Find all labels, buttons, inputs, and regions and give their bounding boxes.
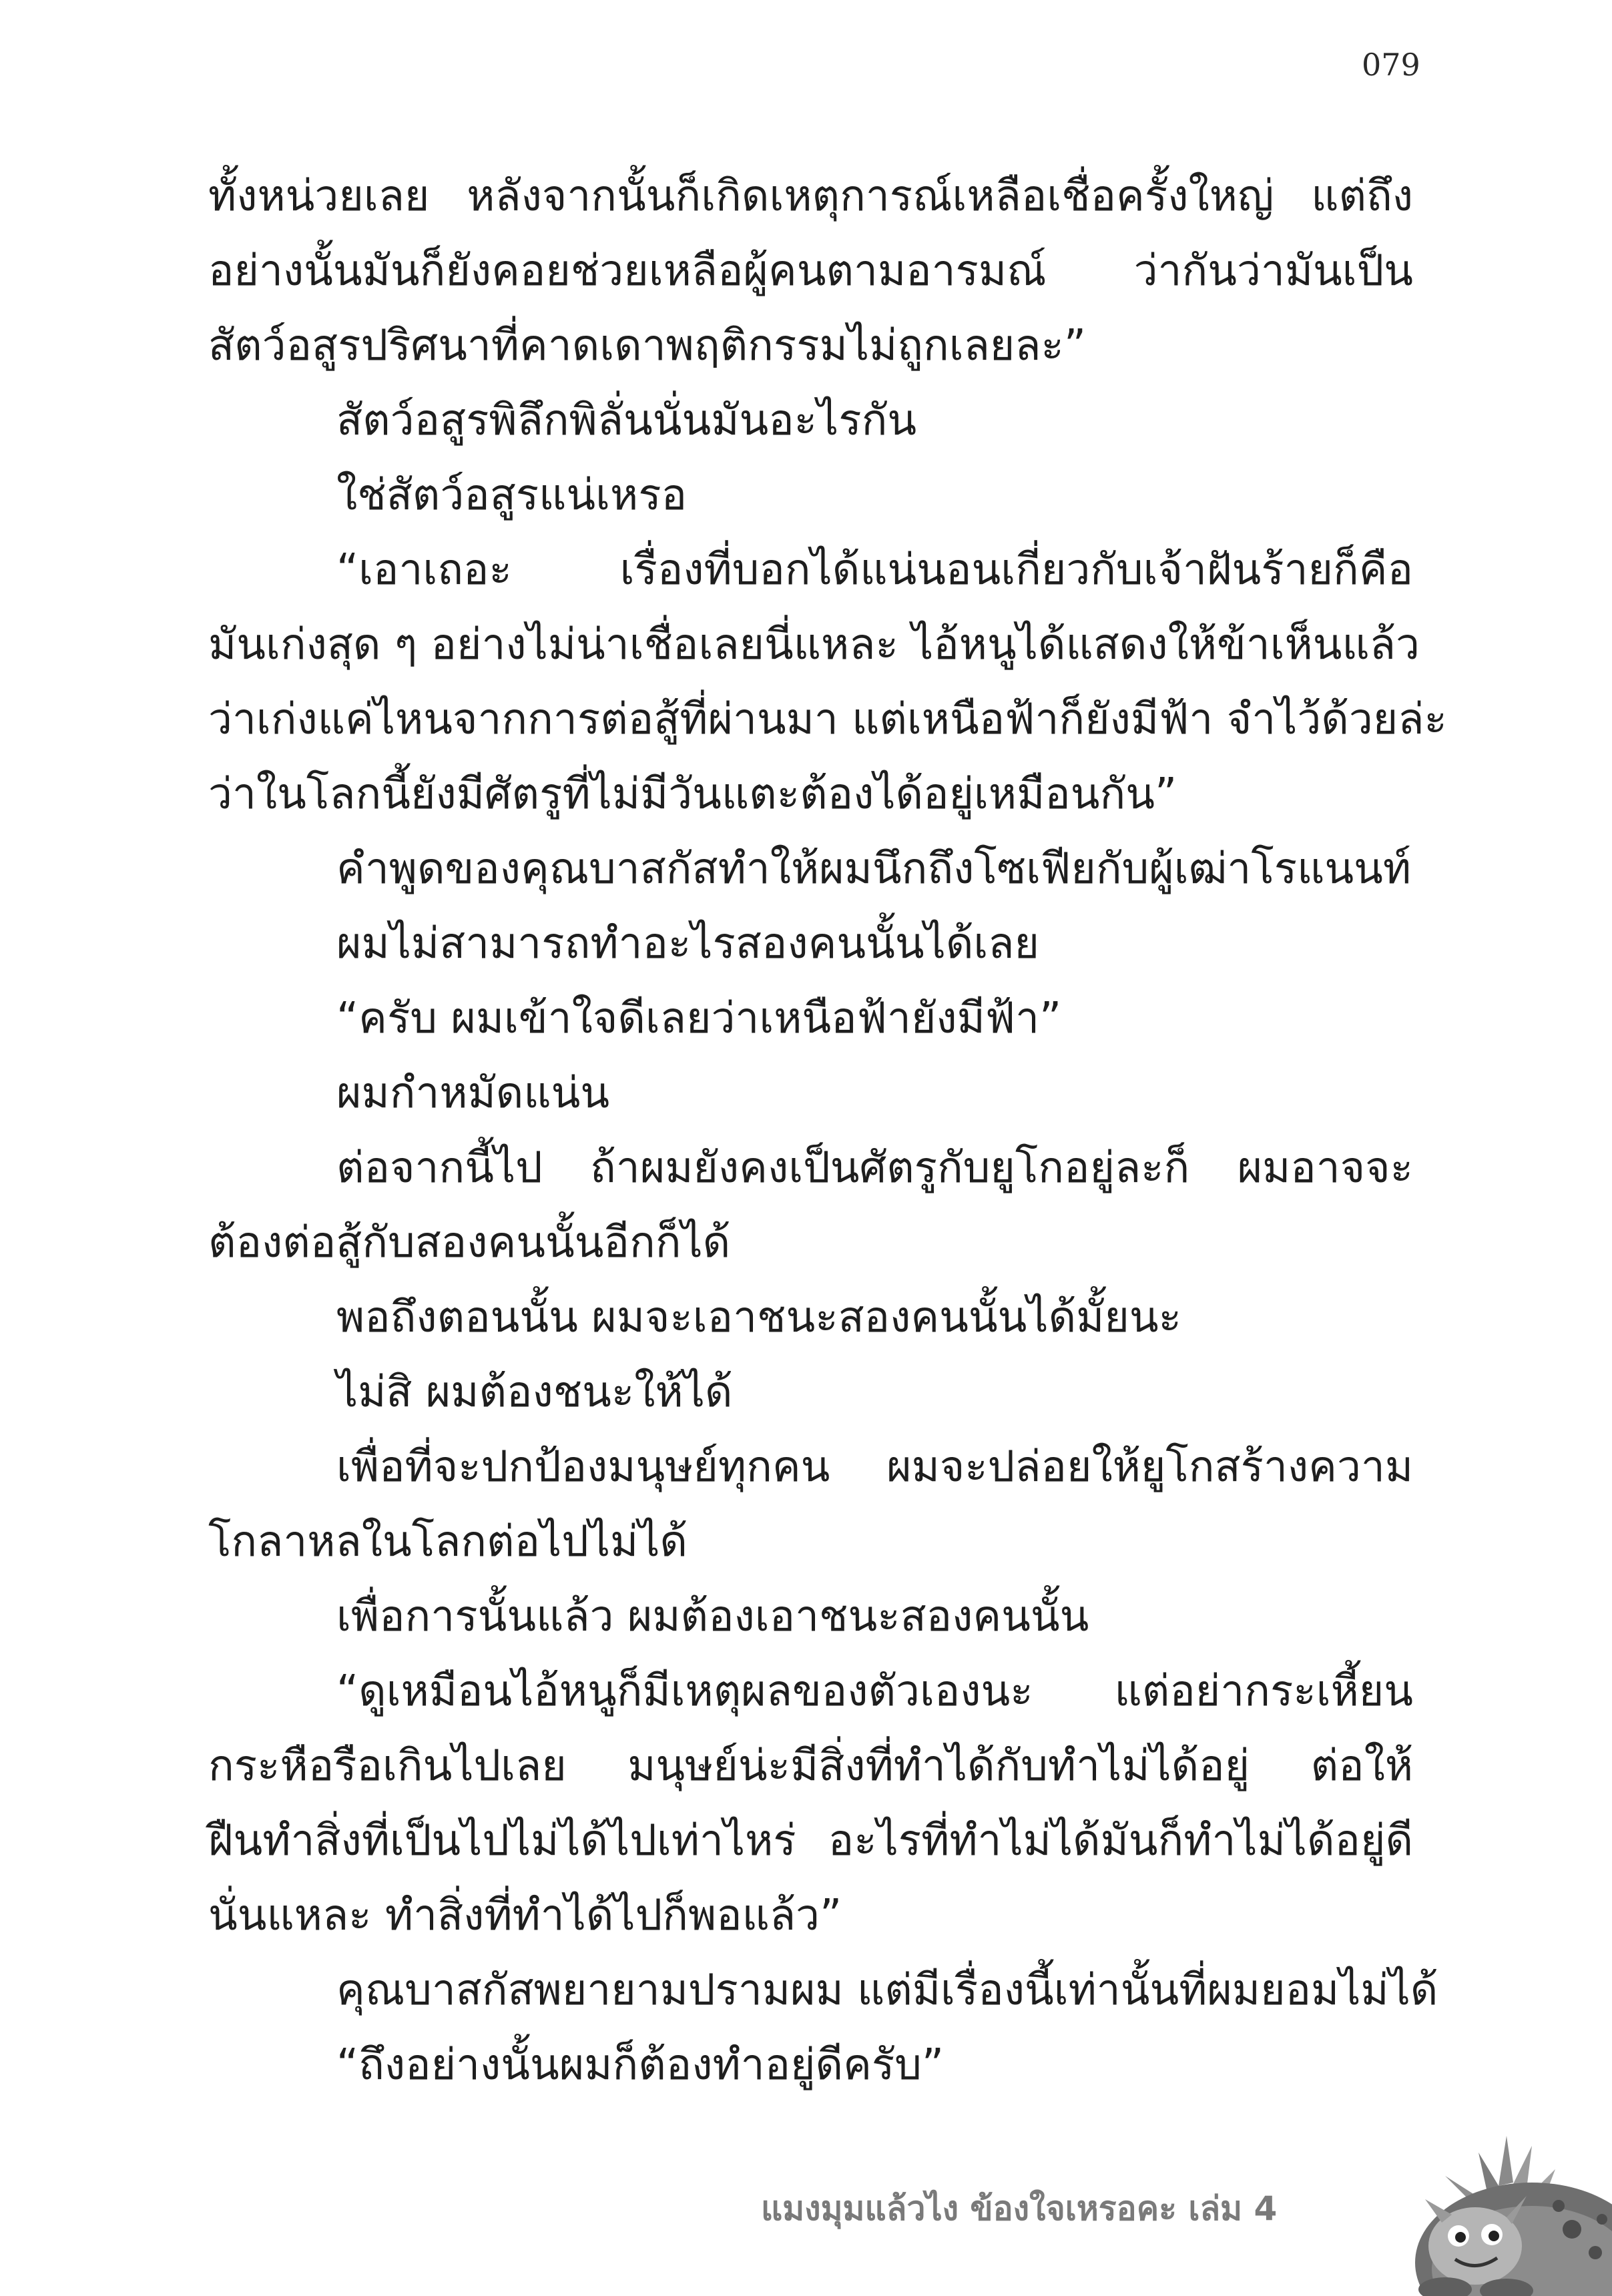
text-line: ต้องต่อสู้กับสองคนนั้นอีกก็ได้ bbox=[208, 1218, 731, 1267]
text-line: ต่อจากนี้ไป ถ้าผมยังคงเป็นศัตรูกับยูโกอยู่ละก็ ผมอาจจะ bbox=[336, 1143, 1413, 1193]
text-line: ทั้งหน่วยเลย หลังจากนั้นก็เกิดเหตุการณ์เหลือเชื่อครั้งใหญ่ แต่ถึง bbox=[208, 172, 1413, 221]
text-line: คำพูดของคุณบาสกัสทำให้ผมนึกถึงโซเฟียกับผู้เฒ่าโรแนนท์ bbox=[336, 844, 1411, 894]
text-line: ผมกำหมัดแน่น bbox=[336, 1069, 610, 1118]
text-line: เพื่อที่จะปกป้องมนุษย์ทุกคน ผมจะปล่อยให้ยูโกสร้างความ bbox=[336, 1442, 1413, 1492]
text-line: “ดูเหมือนไอ้หนูก็มีเหตุผลของตัวเองนะ แต่อย่ากระเหี้ยน bbox=[336, 1667, 1413, 1716]
text-line: ฝืนทำสิ่งที่เป็นไปไม่ได้ไปเท่าไหร่ อะไรที่ทำไม่ได้มันก็ทำไม่ได้อยู่ดี bbox=[208, 1816, 1413, 1866]
text-line: มันเก่งสุด ๆ อย่างไม่น่าเชื่อเลยนี่แหละ ไอ้หนูได้แสดงให้ข้าเห็นแล้ว bbox=[208, 620, 1420, 669]
text-line: โกลาหลในโลกต่อไปไม่ได้ bbox=[208, 1517, 688, 1566]
page-number: 079 bbox=[1362, 47, 1420, 83]
text-line: คุณบาสกัสพยายามปรามผม แต่มีเรื่องนี้เท่านั้นที่ผมยอมไม่ได้ bbox=[336, 1966, 1438, 2015]
text-line: เพื่อการนั้นแล้ว ผมต้องเอาชนะสองคนนั้น bbox=[336, 1592, 1089, 1641]
text-line: “ครับ ผมเข้าใจดีเลยว่าเหนือฟ้ายังมีฟ้า” bbox=[336, 994, 1062, 1043]
footer-book-title: แมงมุมแล้วไง ข้องใจเหรอคะ เล่ม 4 bbox=[761, 2189, 1278, 2228]
text-line: กระหือรือเกินไปเลย มนุษย์น่ะมีสิ่งที่ทำได้กับทำไม่ได้อยู่ ต่อให้ bbox=[208, 1741, 1413, 1791]
text-line: สัตว์อสูรปริศนาที่คาดเดาพฤติกรรมไม่ถูกเลยละ” bbox=[208, 321, 1087, 370]
text-line: “ถึงอย่างนั้นผมก็ต้องทำอยู่ดีครับ” bbox=[336, 2040, 945, 2090]
monster-mascot-icon bbox=[1332, 2122, 1612, 2296]
text-line: ใช่สัตว์อสูรแน่เหรอ bbox=[336, 471, 687, 520]
text-line: สัตว์อสูรพิลึกพิลั่นนั่นมันอะไรกัน bbox=[336, 396, 917, 445]
body-text bbox=[208, 159, 1447, 2102]
text-line: พอถึงตอนนั้น ผมจะเอาชนะสองคนนั้นได้มั้ยนะ bbox=[336, 1293, 1181, 1342]
text-line: ว่าในโลกนี้ยังมีศัตรูที่ไม่มีวันแตะต้องได้อยู่เหมือนกัน” bbox=[208, 770, 1177, 819]
text-line: “เอาเถอะ เรื่องที่บอกได้แน่นอนเกี่ยวกับเจ้าฝันร้ายก็คือ bbox=[336, 545, 1413, 595]
text-line: อย่างนั้นมันก็ยังคอยช่วยเหลือผู้คนตามอารมณ์ ว่ากันว่ามันเป็น bbox=[208, 246, 1413, 296]
text-line: ไม่สิ ผมต้องชนะให้ได้ bbox=[336, 1368, 733, 1417]
text-line: นั่นแหละ ทำสิ่งที่ทำได้ไปก็พอแล้ว” bbox=[208, 1891, 842, 1940]
text-line: ว่าเก่งแค่ไหนจากการต่อสู้ที่ผ่านมา แต่เหนือฟ้าก็ยังมีฟ้า จำไว้ด้วยล่ะ bbox=[208, 695, 1447, 744]
text-line: ผมไม่สามารถทำอะไรสองคนนั้นได้เลย bbox=[336, 919, 1039, 968]
